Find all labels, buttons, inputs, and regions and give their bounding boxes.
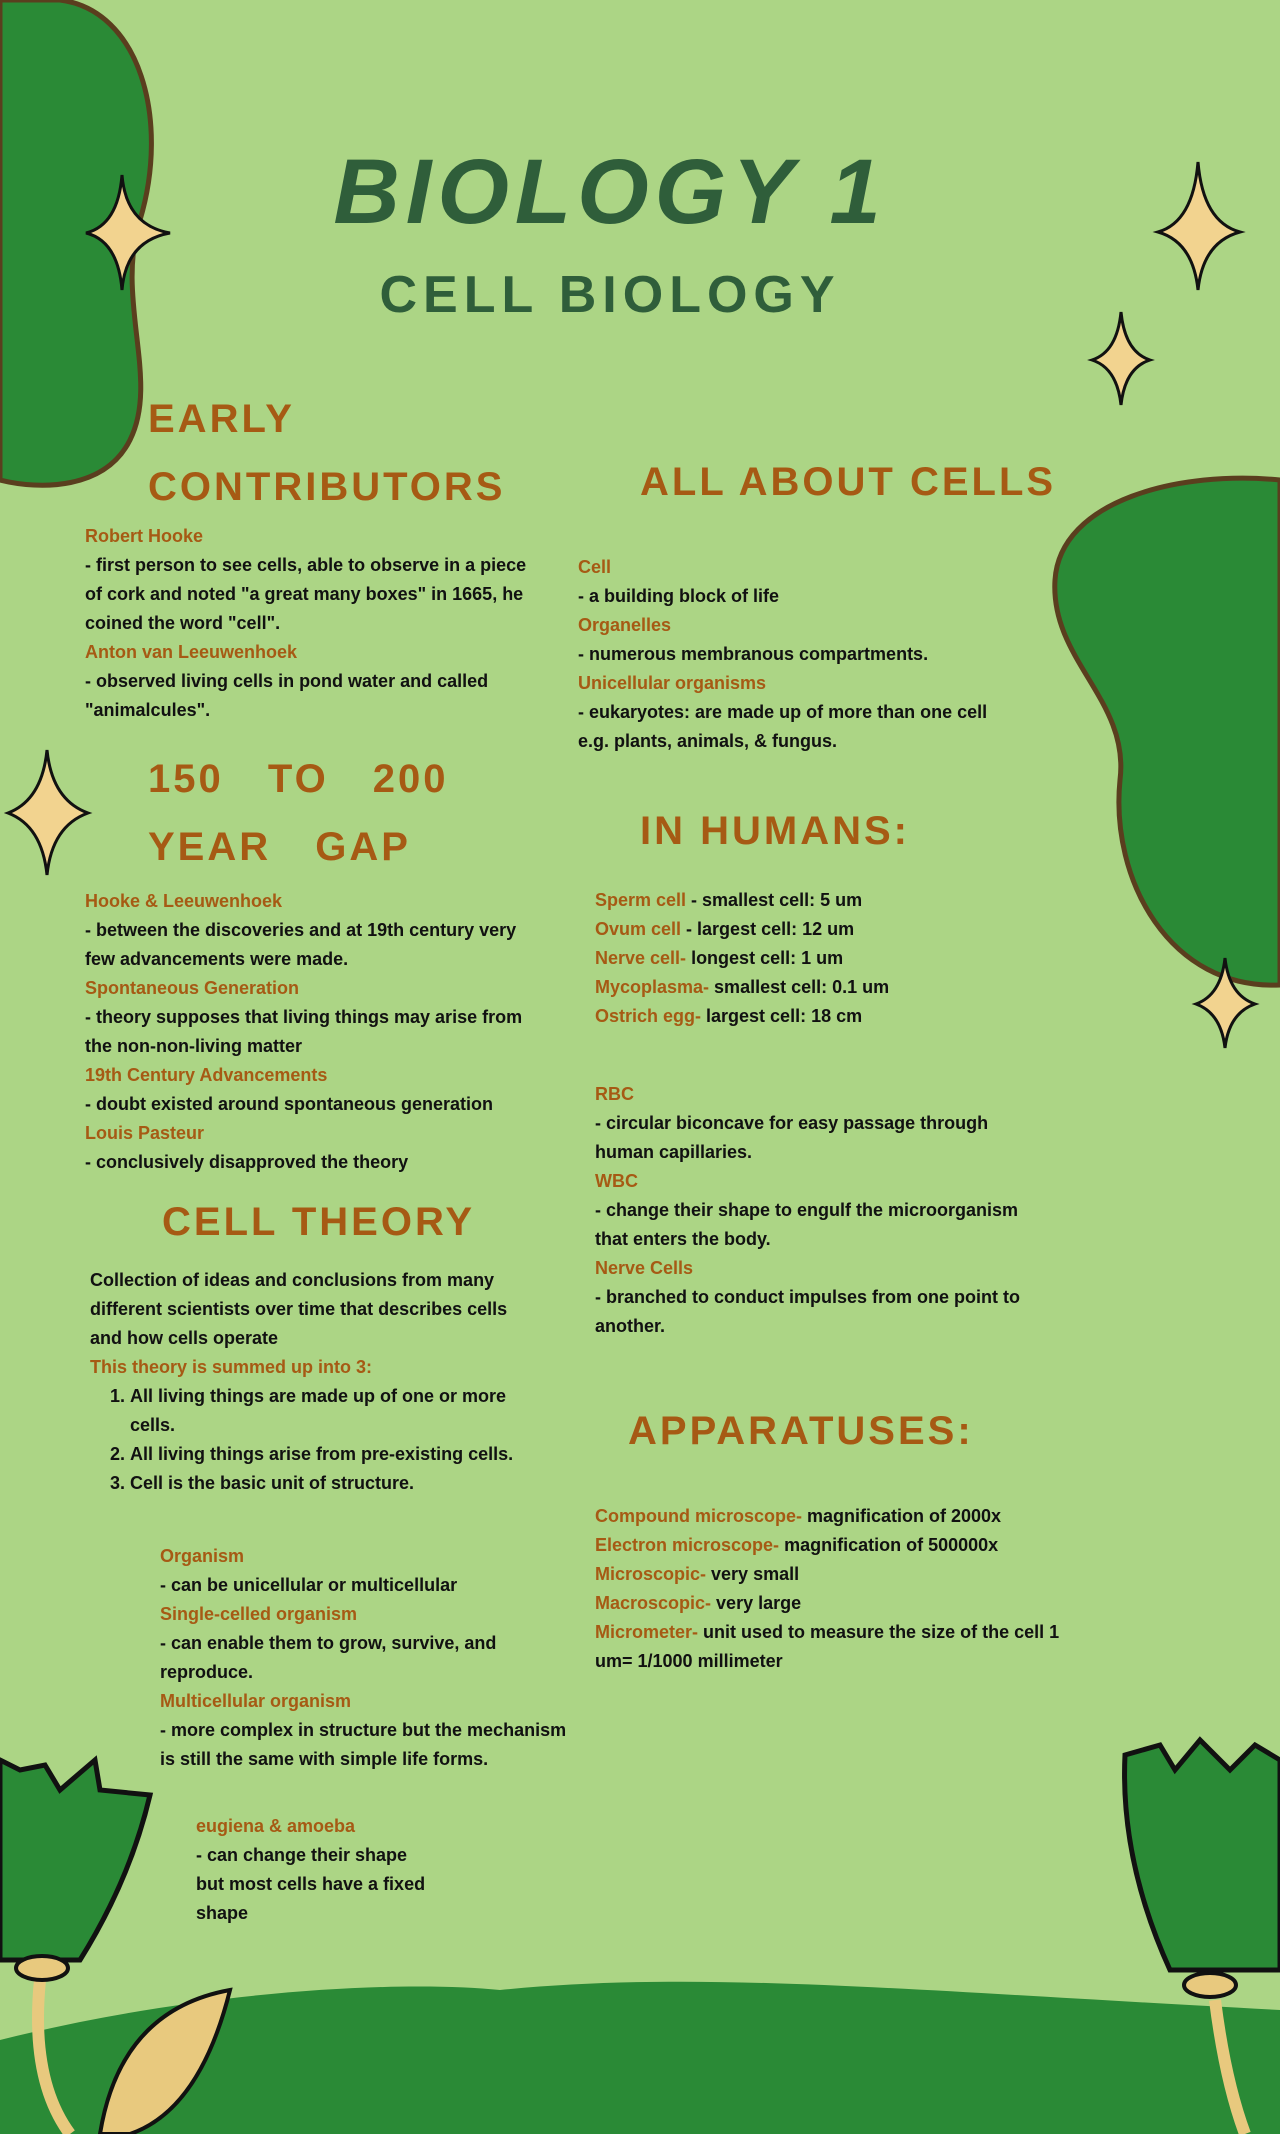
desc: largest cell: 18 cm	[701, 1006, 863, 1026]
desc: - more complex in structure but the mechanism is still the same with simple life forms.	[160, 1720, 567, 1769]
cell-theory-heading: CELL THEORY	[162, 1200, 476, 1244]
intro: Collection of ideas and conclusions from many different scientists over time that describes cells and how cells operate	[90, 1270, 508, 1348]
term: Single-celled organism	[160, 1604, 358, 1624]
year-gap-section	[85, 887, 545, 1177]
term: Microscopic-	[595, 1564, 707, 1584]
term: Micrometer-	[595, 1622, 699, 1642]
year-gap-heading: 150 TO 200 YEAR GAP	[148, 757, 449, 869]
in-humans-heading: IN HUMANS:	[640, 809, 910, 853]
apparatus-list	[595, 1502, 1075, 1676]
term: Macroscopic-	[595, 1593, 712, 1613]
term: Mycoplasma-	[595, 977, 710, 997]
desc: - first person to see cells, able to observe in a piece of cork and noted "a great many boxes" in 1665, he coined the word "cell".	[85, 555, 527, 633]
humans-list	[595, 886, 1035, 1031]
desc: - change their shape to engulf the microorganism that enters the body.	[595, 1200, 1019, 1249]
blood-cells-section	[595, 1080, 1035, 1341]
term: Robert Hooke	[85, 526, 204, 546]
list-item	[595, 973, 1035, 1002]
list-item	[595, 944, 1035, 973]
right-blob	[1055, 478, 1280, 985]
list-item	[595, 1618, 1075, 1676]
term: Unicellular organisms	[578, 673, 767, 693]
term: Organism	[160, 1546, 245, 1566]
term: Ostrich egg-	[595, 1006, 702, 1026]
term: Spontaneous Generation	[85, 978, 300, 998]
term: Hooke & Leeuwenhoek	[85, 891, 283, 911]
subtitle: CELL BIOLOGY	[379, 266, 841, 324]
desc: - smallest cell: 5 um	[686, 890, 863, 910]
term: 19th Century Advancements	[85, 1065, 328, 1085]
summary: This theory is summed up into 3:	[90, 1357, 373, 1377]
list-item	[595, 915, 1035, 944]
term: Electron microscope-	[595, 1535, 780, 1555]
desc: - between the discoveries and at 19th century very few advancements were made.	[85, 920, 517, 969]
shape-note	[196, 1812, 436, 1928]
desc: unit used to measure the size of the cell 1 um= 1/1000 millimeter	[595, 1622, 1060, 1671]
term: Sperm cell	[595, 890, 687, 910]
early-contributors-section	[85, 522, 545, 725]
cells-section	[578, 553, 1018, 756]
list-item	[595, 1560, 1075, 1589]
desc: - largest cell: 12 um	[681, 919, 855, 939]
list-item	[595, 1002, 1035, 1031]
theory-point: 3. Cell is the basic unit of structure.	[130, 1469, 540, 1498]
desc: - a building block of life	[578, 586, 779, 606]
term: Nerve cell-	[595, 948, 687, 968]
list-item	[595, 1502, 1075, 1531]
desc: - eukaryotes: are made up of more than one cell e.g. plants, animals, & fungus.	[578, 702, 988, 751]
list-item	[595, 886, 1035, 915]
term: Nerve Cells	[595, 1258, 694, 1278]
desc: - numerous membranous compartments.	[578, 644, 929, 664]
theory-points	[90, 1382, 540, 1498]
term: Compound microscope-	[595, 1506, 803, 1526]
desc: - circular biconcave for easy passage through human capillaries.	[595, 1113, 989, 1162]
main-title: BIOLOGY 1	[333, 141, 887, 243]
theory-point: 1. All living things are made up of one or more cells.	[130, 1382, 540, 1440]
desc: - conclusively disapproved the theory	[85, 1152, 409, 1172]
desc: very small	[706, 1564, 800, 1584]
desc: - theory supposes that living things may arise from the non-non-living matter	[85, 1007, 523, 1056]
list-item	[595, 1589, 1075, 1618]
list-item	[595, 1531, 1075, 1560]
desc: smallest cell: 0.1 um	[709, 977, 890, 997]
desc: - doubt existed around spontaneous generation	[85, 1094, 494, 1114]
term: Organelles	[578, 615, 672, 635]
cell-theory-section	[90, 1266, 540, 1498]
term: WBC	[595, 1171, 638, 1191]
term: Anton van Leeuwenhoek	[85, 642, 298, 662]
desc: - can change their shape but most cells have a fixed shape	[196, 1845, 426, 1923]
all-about-cells-heading: ALL ABOUT CELLS	[640, 460, 1057, 504]
term: Cell	[578, 557, 612, 577]
desc: magnification of 500000x	[779, 1535, 999, 1555]
desc: - can be unicellular or multicellular	[160, 1575, 458, 1595]
apparatuses-heading: APPARATUSES:	[628, 1409, 974, 1453]
desc: longest cell: 1 um	[686, 948, 844, 968]
term: Ovum cell	[595, 919, 682, 939]
early-contributors-heading: EARLY CONTRIBUTORS	[148, 397, 506, 509]
desc: - observed living cells in pond water and called "animalcules".	[85, 671, 489, 720]
theory-point: 2. All living things arise from pre-existing cells.	[130, 1440, 540, 1469]
term: Multicellular organism	[160, 1691, 352, 1711]
desc: magnification of 2000x	[802, 1506, 1002, 1526]
desc: - branched to conduct impulses from one point to another.	[595, 1287, 1021, 1336]
term: eugiena & amoeba	[196, 1816, 356, 1836]
term: RBC	[595, 1084, 634, 1104]
desc: very large	[711, 1593, 802, 1613]
desc: - can enable them to grow, survive, and reproduce.	[160, 1633, 497, 1682]
term: Louis Pasteur	[85, 1123, 205, 1143]
organism-section	[160, 1542, 570, 1774]
